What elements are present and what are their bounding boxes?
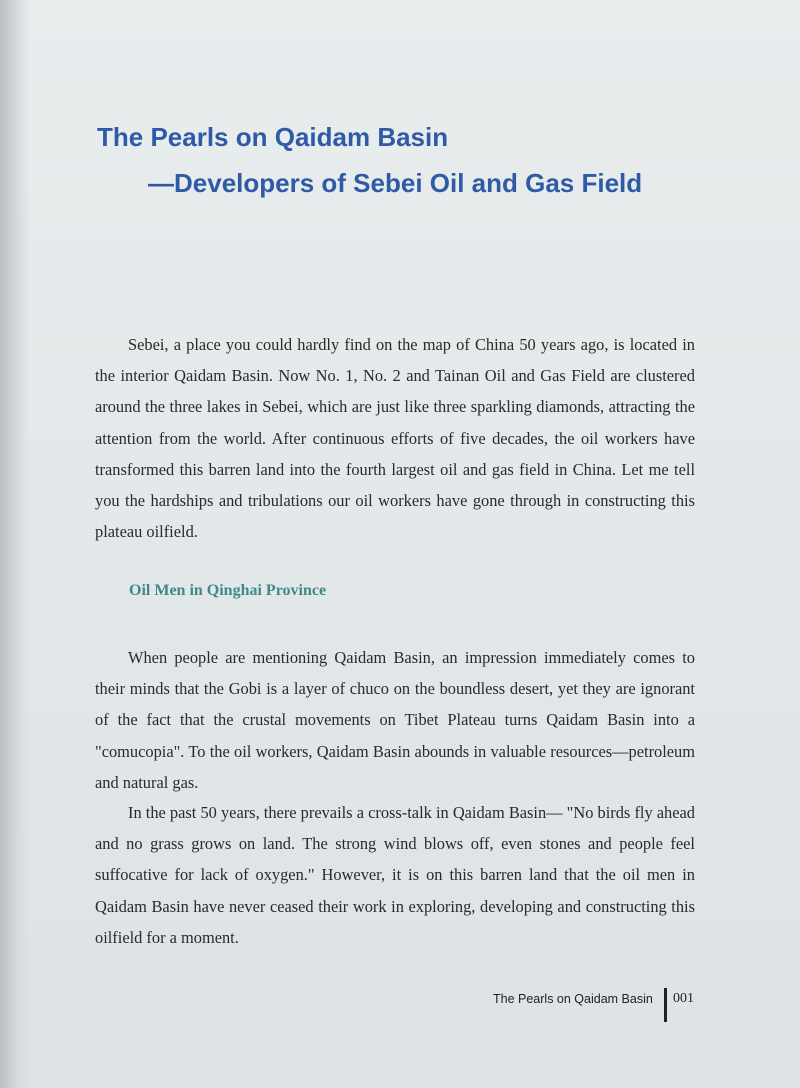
body-paragraph-2: In the past 50 years, there prevails a cross-talk in Qaidam Basin— "No birds fly ahead and no grass grows on land. The strong wind blows off, even stones and people feel suffocative for lack of oxygen." However, it is on this barren land that the oil men in Qaidam Basin have never ceased their work in exploring, developing and constructing this oilfield for a moment.: [95, 803, 695, 947]
page-gutter-shadow: [0, 0, 30, 1088]
section-heading: Oil Men in Qinghai Province: [129, 582, 327, 599]
body-paragraph-1: When people are mentioning Qaidam Basin, an impression immediately comes to their minds that the Gobi is a layer of chuco on the boundless desert, yet they are ignorant of the fact that the crustal movements on Tibet Plateau turns Qaidam Basin into a "comucopia". To the oil workers, Qaidam Basin abounds in valuable resources—petroleum and natural gas.: [95, 648, 695, 792]
chapter-title: The Pearls on Qaidam Basin: [97, 122, 449, 152]
intro-paragraph: Sebei, a place you could hardly find on the map of China 50 years ago, is located in the interior Qaidam Basin. Now No. 1, No. 2 and Tainan Oil and Gas Field are clustered around the three lakes in Sebei, which are just like three sparkling diamonds, attracting the attention from the world. After continuous efforts of five decades, the oil workers have transformed this barren land into the fourth largest oil and gas field in China. Let me tell you the hardships and tribulations our oil workers have gone through in constructing this plateau oilfield.: [95, 335, 695, 542]
chapter-subtitle: —Developers of Sebei Oil and Gas Field: [148, 168, 643, 198]
page-number: 001: [673, 991, 694, 1006]
running-footer-title: The Pearls on Qaidam Basin: [493, 992, 653, 1006]
footer-divider: [664, 988, 667, 1022]
